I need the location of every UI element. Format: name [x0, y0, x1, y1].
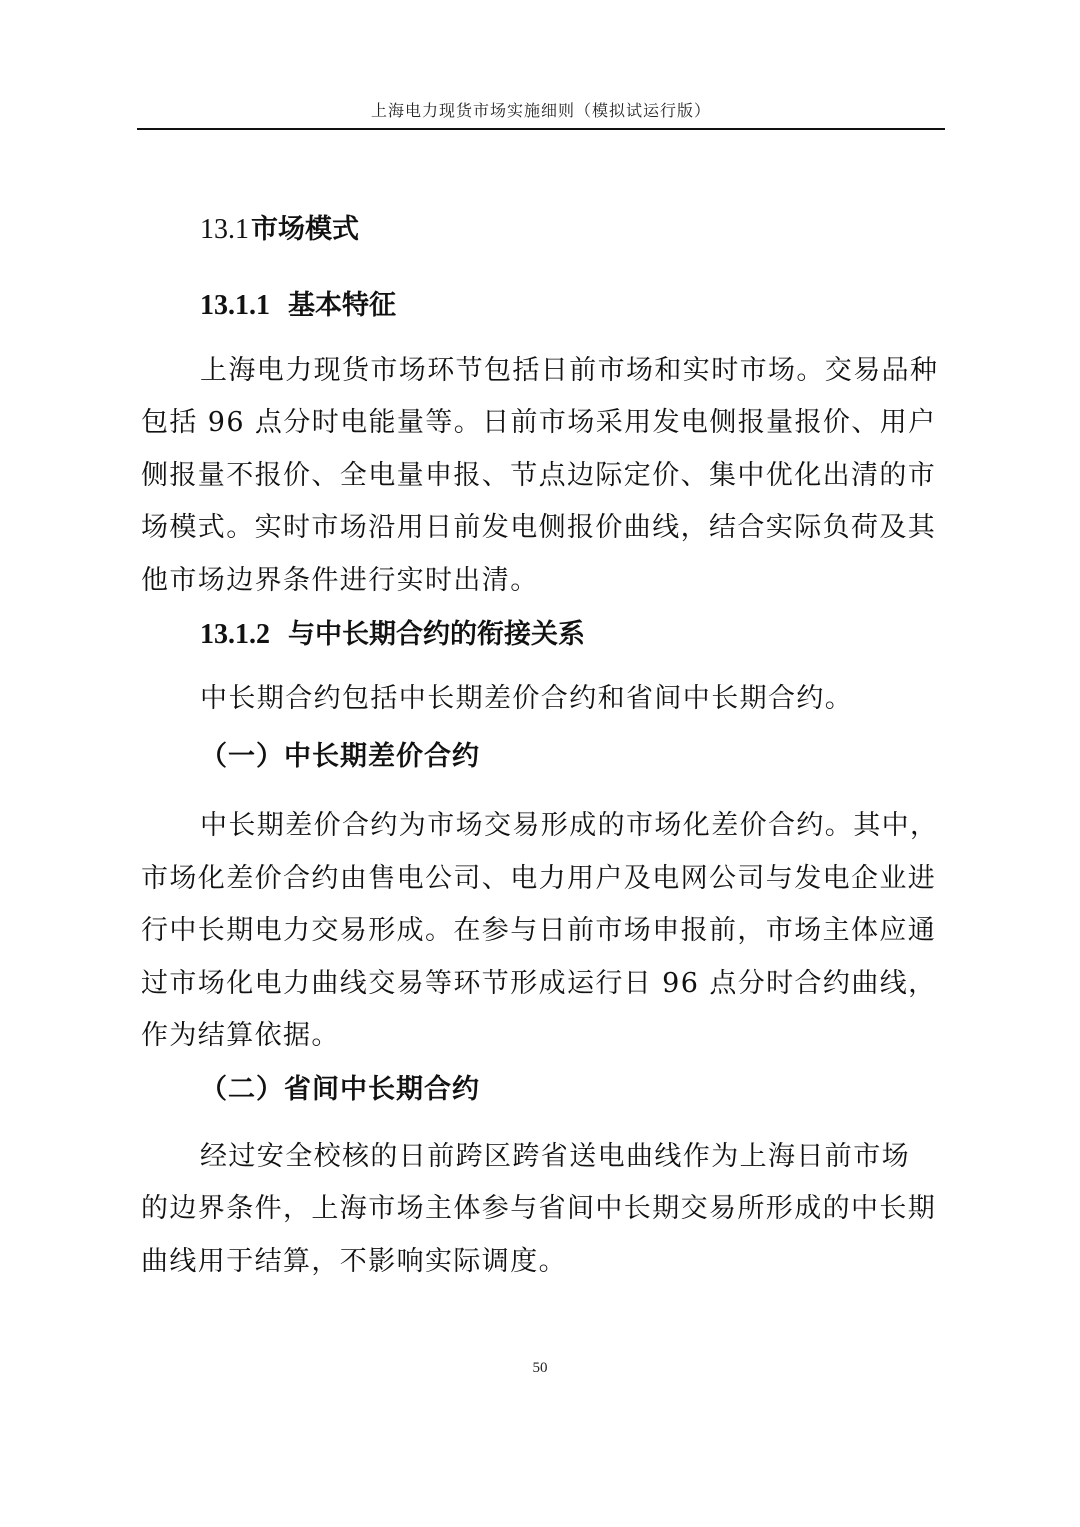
section-heading	[200, 207, 359, 246]
paragraph-line: 行中长期电力交易形成。在参与日前市场申报前，市场主体应通	[141, 915, 937, 946]
paragraph-line: 作为结算依据。	[141, 1020, 340, 1051]
paragraph-line: 中长期合约包括中长期差价合约和省间中长期合约。	[200, 683, 854, 714]
paragraph-line: 他市场边界条件进行实时出清。	[141, 565, 539, 596]
paragraph-line: 曲线用于结算，不影响实际调度。	[141, 1246, 567, 1277]
part-heading-2: （二）省间中长期合约	[200, 1074, 480, 1105]
paragraph-line: 中长期差价合约为市场交易形成的市场化差价合约。其中，	[200, 810, 939, 841]
paragraph-line: 市场化差价合约由售电公司、电力用户及电网公司与发电企业进	[141, 863, 937, 894]
paragraph-line: 经过安全校核的日前跨区跨省送电曲线作为上海日前市场	[200, 1141, 910, 1172]
running-header: 上海电力现货市场实施细则（模拟试运行版）	[370, 101, 711, 120]
paragraph-line: 包括 96 点分时电能量等。日前市场采用发电侧报量报价、用户	[141, 407, 937, 438]
subsection-title-2: 与中长期合约的衔接关系	[288, 619, 585, 650]
part-heading-1: （一）中长期差价合约	[200, 741, 480, 772]
subsection-number-2: 13.1.2	[200, 619, 270, 650]
paragraph-line: 场模式。实时市场沿用日前发电侧报价曲线，结合实际负荷及其	[141, 512, 937, 543]
subsection-title-1: 基本特征	[288, 290, 396, 321]
page-number: 50	[532, 1360, 548, 1376]
paragraph-line: 的边界条件，上海市场主体参与省间中长期交易所形成的中长期	[141, 1193, 937, 1224]
paragraph-line: 过市场化电力曲线交易等环节形成运行日 96 点分时合约曲线，	[141, 968, 937, 999]
subsection-number-1: 13.1.1	[200, 290, 270, 321]
section-title: 市场模式	[251, 214, 359, 245]
subsection-heading-1	[200, 283, 396, 322]
subsection-heading-2	[200, 612, 585, 651]
section-number: 13.1	[200, 214, 249, 245]
paragraph-line: 侧报量不报价、全电量申报、节点边际定价、集中优化出清的市	[141, 460, 937, 491]
paragraph-line: 上海电力现货市场环节包括日前市场和实时市场。交易品种	[200, 355, 939, 386]
header-rule	[137, 128, 945, 130]
